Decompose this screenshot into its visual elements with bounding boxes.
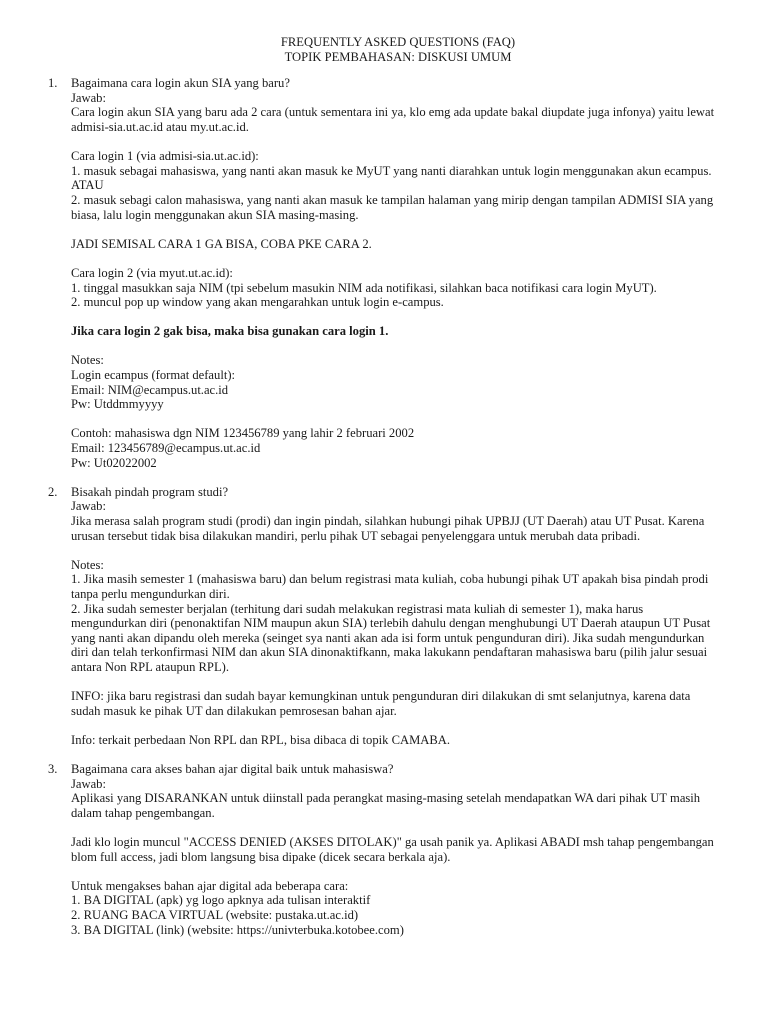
example-password: Pw: Ut02022002 [71, 455, 157, 470]
login-way-1-title: Cara login 1 (via admisi-sia.ut.ac.id): [71, 149, 259, 164]
info-paragraph-2: Info: terkait perbedaan Non RPL dan RPL, bisa dibaca di topik CAMABA. [71, 732, 451, 747]
answer-label: Jawab: [71, 90, 106, 105]
login-way-1-or: ATAU [71, 178, 104, 193]
document-title: FREQUENTLY ASKED QUESTIONS (FAQ) [280, 35, 516, 49]
document-header [78, 35, 718, 64]
info-paragraph: INFO: jika baru registrasi dan sudah bayar kemungkinan untuk pengunduran diri dilakukan di smt selanjutnya, karena data sudah masuk ke pihak UT dan dilakukan pemrosesan bahan ajar. [71, 689, 691, 718]
emphasis-text: JADI SEMISAL CARA 1 GA BISA, COBA PKE CARA 2. [71, 236, 372, 251]
question-number: 2. [48, 484, 58, 499]
answer-paragraph-2: Jadi klo login muncul "ACCESS DENIED (AKSES DITOLAK)" ga usah panik ya. Aplikasi ABADI msh tahap pengembangan blom full access, jadi blom langsung bisa dipake (dicek secara berkala aja). [71, 835, 714, 864]
document-subtitle: TOPIK PEMBAHASAN: DISKUSI UMUM [284, 49, 512, 64]
note-1: 1. Jika masih semester 1 (mahasiswa baru) dan belum registrasi mata kuliah, coba hubungi pihak UT apakah bisa pindah prodi tanpa perlu mengundurkan diri. [71, 572, 709, 601]
login-way-2-step-2: 2. muncul pop up window yang akan mengarahkan untuk login e-campus. [71, 295, 444, 310]
faq-item-body [71, 762, 716, 937]
list-item: 3. BA DIGITAL (link) (website: https://univterbuka.kotobee.com) [71, 922, 404, 937]
login-way-2-title: Cara login 2 (via myut.ut.ac.id): [71, 265, 233, 280]
faq-item-body [71, 76, 716, 470]
answer-paragraph: Aplikasi yang DISARANKAN untuk diinstall pada perangkat masing-masing setelah mendapatkan WA dari pihak UT masih dalam tahap pengembangan. [71, 791, 701, 820]
note-2: 2. Jika sudah semester berjalan (terhitung dari sudah melakukan registrasi mata kuliah di semester 1), maka harus mengundurkan diri (penonaktifan NIM maupun akun SIA) terlebih dahulu dengan menghubungi UT Daerah ataupun UT Pusat yang nanti akan dipandu oleh mereka (seinget sya nanti akan ada isi form untuk pengunduran diri). Jika sudah mengundurkan diri dan telah terkonfirmasi NIM dan akun SIA dinonaktifkann, maka lakukann pendaftaran mahasiswa baru (pilih jalur sesuai antara Non RPL ataupun RPL). [71, 601, 711, 674]
list-item: 1. BA DIGITAL (apk) yg logo apknya ada tulisan interaktif [71, 893, 371, 908]
question-text: Bagaimana cara akses bahan ajar digital baik untuk mahasiswa? [71, 762, 394, 777]
list-intro: Untuk mengakses bahan ajar digital ada beberapa cara: [71, 878, 349, 893]
faq-item-2 [48, 485, 718, 748]
login-way-1-step-2: 2. masuk sebagi calon mahasiswa, yang nanti akan masuk ke tampilan halaman yang mirip dengan tampilan ADMISI SIA yang biasa, lalu login menggunakan akun SIA masing-masing. [71, 192, 714, 222]
example-email: Email: 123456789@ecampus.ut.ac.id [71, 441, 261, 456]
answer-label: Jawab: [71, 499, 106, 514]
login-way-2-step-1: 1. tinggal masukkan saja NIM (tpi sebelum masukin NIM ada notifikasi, silahkan baca notifikasi cara login MyUT). [71, 280, 657, 295]
question-number: 1. [48, 76, 58, 91]
question-text: Bagaimana cara login akun SIA yang baru? [71, 76, 290, 91]
example-text: Contoh: mahasiswa dgn NIM 123456789 yang lahir 2 februari 2002 [71, 426, 415, 441]
notes-label: Notes: [71, 353, 104, 368]
answer-paragraph: Cara login akun SIA yang baru ada 2 cara (untuk sementara ini ya, klo emg ada update bakal diupdate juga infonya) yaitu lewat admisi-sia.ut.ac.id atau my.ut.ac.id. [71, 105, 715, 134]
notes-label: Notes: [71, 557, 104, 572]
faq-item-3 [48, 762, 718, 937]
faq-item-1 [48, 76, 718, 470]
answer-paragraph: Jika merasa salah program studi (prodi) dan ingin pindah, silahkan hubungi pihak UPBJJ (UT Daerah) atau UT Pusat. Karena urusan tersebut tidak bisa dilakukan mandiri, perlu pihak UT sebagai penyelenggara untuk merubah data pribadi. [71, 514, 705, 543]
question-number: 3. [48, 762, 58, 777]
notes-format: Login ecampus (format default): [71, 368, 236, 383]
question-text: Bisakah pindah program studi? [71, 484, 229, 499]
faq-item-body [71, 485, 716, 748]
notes-password: Pw: Utddmmyyyy [71, 397, 164, 412]
answer-label: Jawab: [71, 776, 106, 791]
notes-email: Email: NIM@ecampus.ut.ac.id [71, 382, 229, 397]
login-way-1-step-1: 1. masuk sebagai mahasiswa, yang nanti akan masuk ke MyUT yang nanti diarahkan untuk login menggunakan akun ecampus. [71, 163, 712, 178]
list-item: 2. RUANG BACA VIRTUAL (website: pustaka.ut.ac.id) [71, 908, 359, 923]
bold-note: Jika cara login 2 gak bisa, maka bisa gunakan cara login 1. [71, 324, 389, 339]
